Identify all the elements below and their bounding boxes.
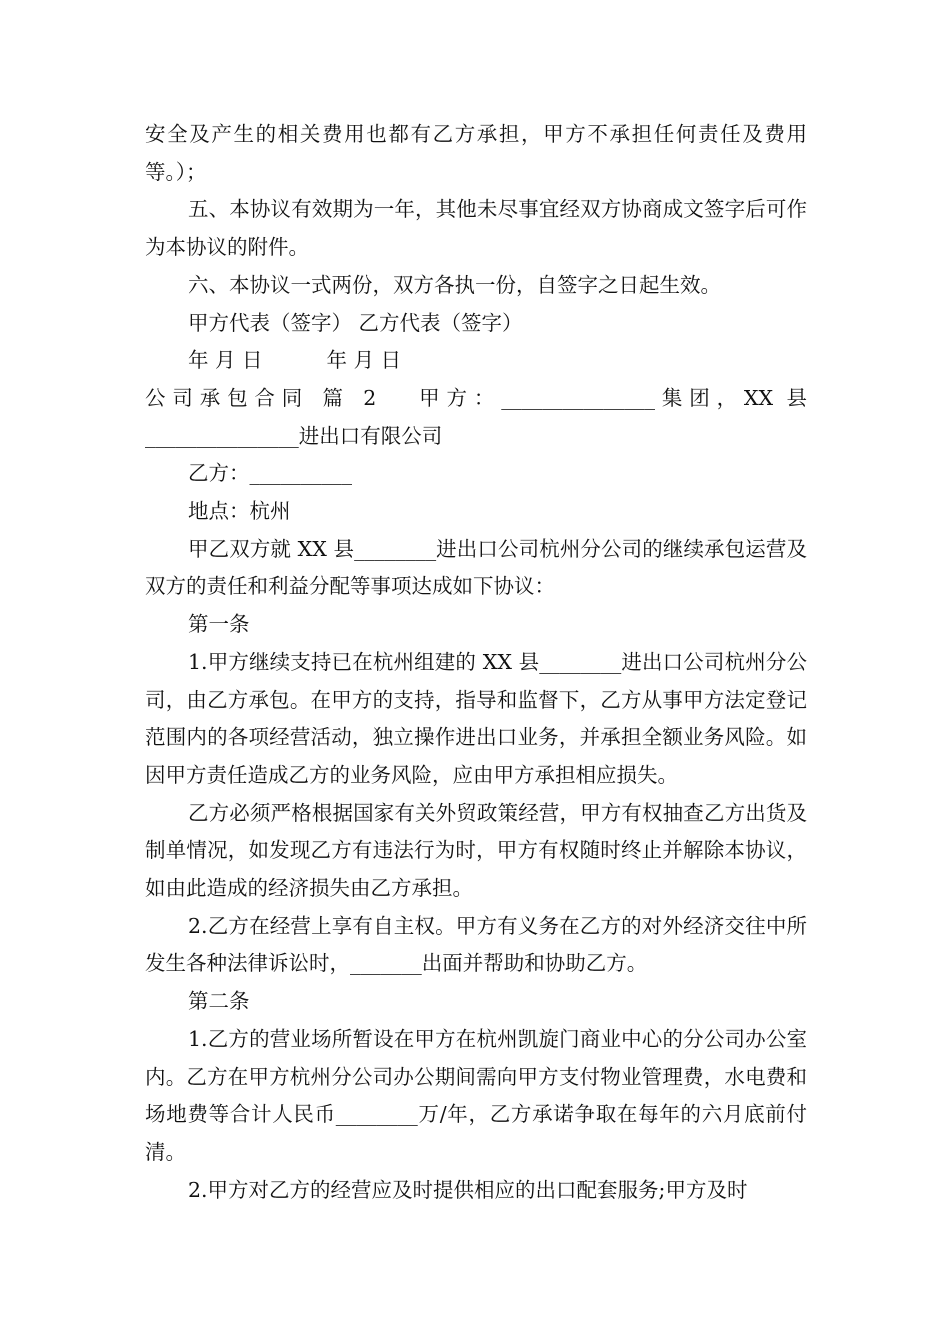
article-one-item-two: 2.乙方在经营上享有自主权。甲方有义务在乙方的对外经济交往中所发生各种法律诉讼时，_______出面并帮助和协助乙方。 <box>145 913 807 976</box>
paragraph-intro: 甲乙双方就 XX 县________进出口公司杭州分公司的继续承包运营及双方的责任和利益分配等事项达成如下协议： <box>145 536 807 599</box>
party-a-line: 甲方：_______________集团，XX 县_______________进出口有限公司 <box>145 385 807 448</box>
article-two-item-two: 2.甲方对乙方的经营应及时提供相应的出口配套服务;甲方及时 <box>188 1177 748 1202</box>
party-b-date-label: 年 月 日 <box>326 348 402 373</box>
contract-heading: 公司承包合同 篇 2 <box>145 385 377 410</box>
article-one-title: 第一条 <box>188 612 250 637</box>
article-one-paragraph-two: 乙方必须严格根据国家有关外贸政策经营，甲方有权抽查乙方出货及制单情况，如发现乙方有违法行为时，甲方有权随时终止并解除本协议，如由此造成的经济损失由乙方承担。 <box>145 800 807 901</box>
date-line <box>145 342 807 380</box>
signature-line <box>145 305 807 343</box>
article-two-title: 第二条 <box>188 989 250 1014</box>
paragraph-clause-six: 六、本协议一式两份，双方各执一份，自签字之日起生效。 <box>188 272 721 297</box>
paragraph-clause-five: 五、本协议有效期为一年，其他未尽事宜经双方协商成文签字后可作为本协议的附件。 <box>145 197 807 260</box>
party-b-signature-label: 乙方代表（签字） <box>358 310 523 335</box>
location-line: 地点：杭州 <box>188 499 291 524</box>
contract-body <box>145 116 807 1209</box>
party-a-signature-label: 甲方代表（签字） <box>188 310 352 335</box>
article-two-item-one: 1.乙方的营业场所暂设在甲方在杭州凯旋门商业中心的分公司办公室内。乙方在甲方杭州分公司办公期间需向甲方支付物业管理费，水电费和场地费等合计人民币________万/年，乙方承诺争取在每年的六月底前付清。 <box>145 1026 807 1164</box>
article-one-item-one: 1.甲方继续支持已在杭州组建的 XX 县________进出口公司杭州分公司，由乙方承包。在甲方的支持，指导和监督下，乙方从事甲方法定登记范围内的各项经营活动，独立操作进出口业务，并承担全额业务风险。如因甲方责任造成乙方的业务风险，应由甲方承担相应损失。 <box>145 649 807 787</box>
contract-heading-and-party-a <box>145 380 807 455</box>
party-a-date-label: 年 月 日 <box>188 348 263 373</box>
party-b-line: 乙方：__________ <box>188 461 352 486</box>
paragraph-cost-liability: 安全及产生的相关费用也都有乙方承担，甲方不承担任何责任及费用等。）； <box>145 122 807 184</box>
